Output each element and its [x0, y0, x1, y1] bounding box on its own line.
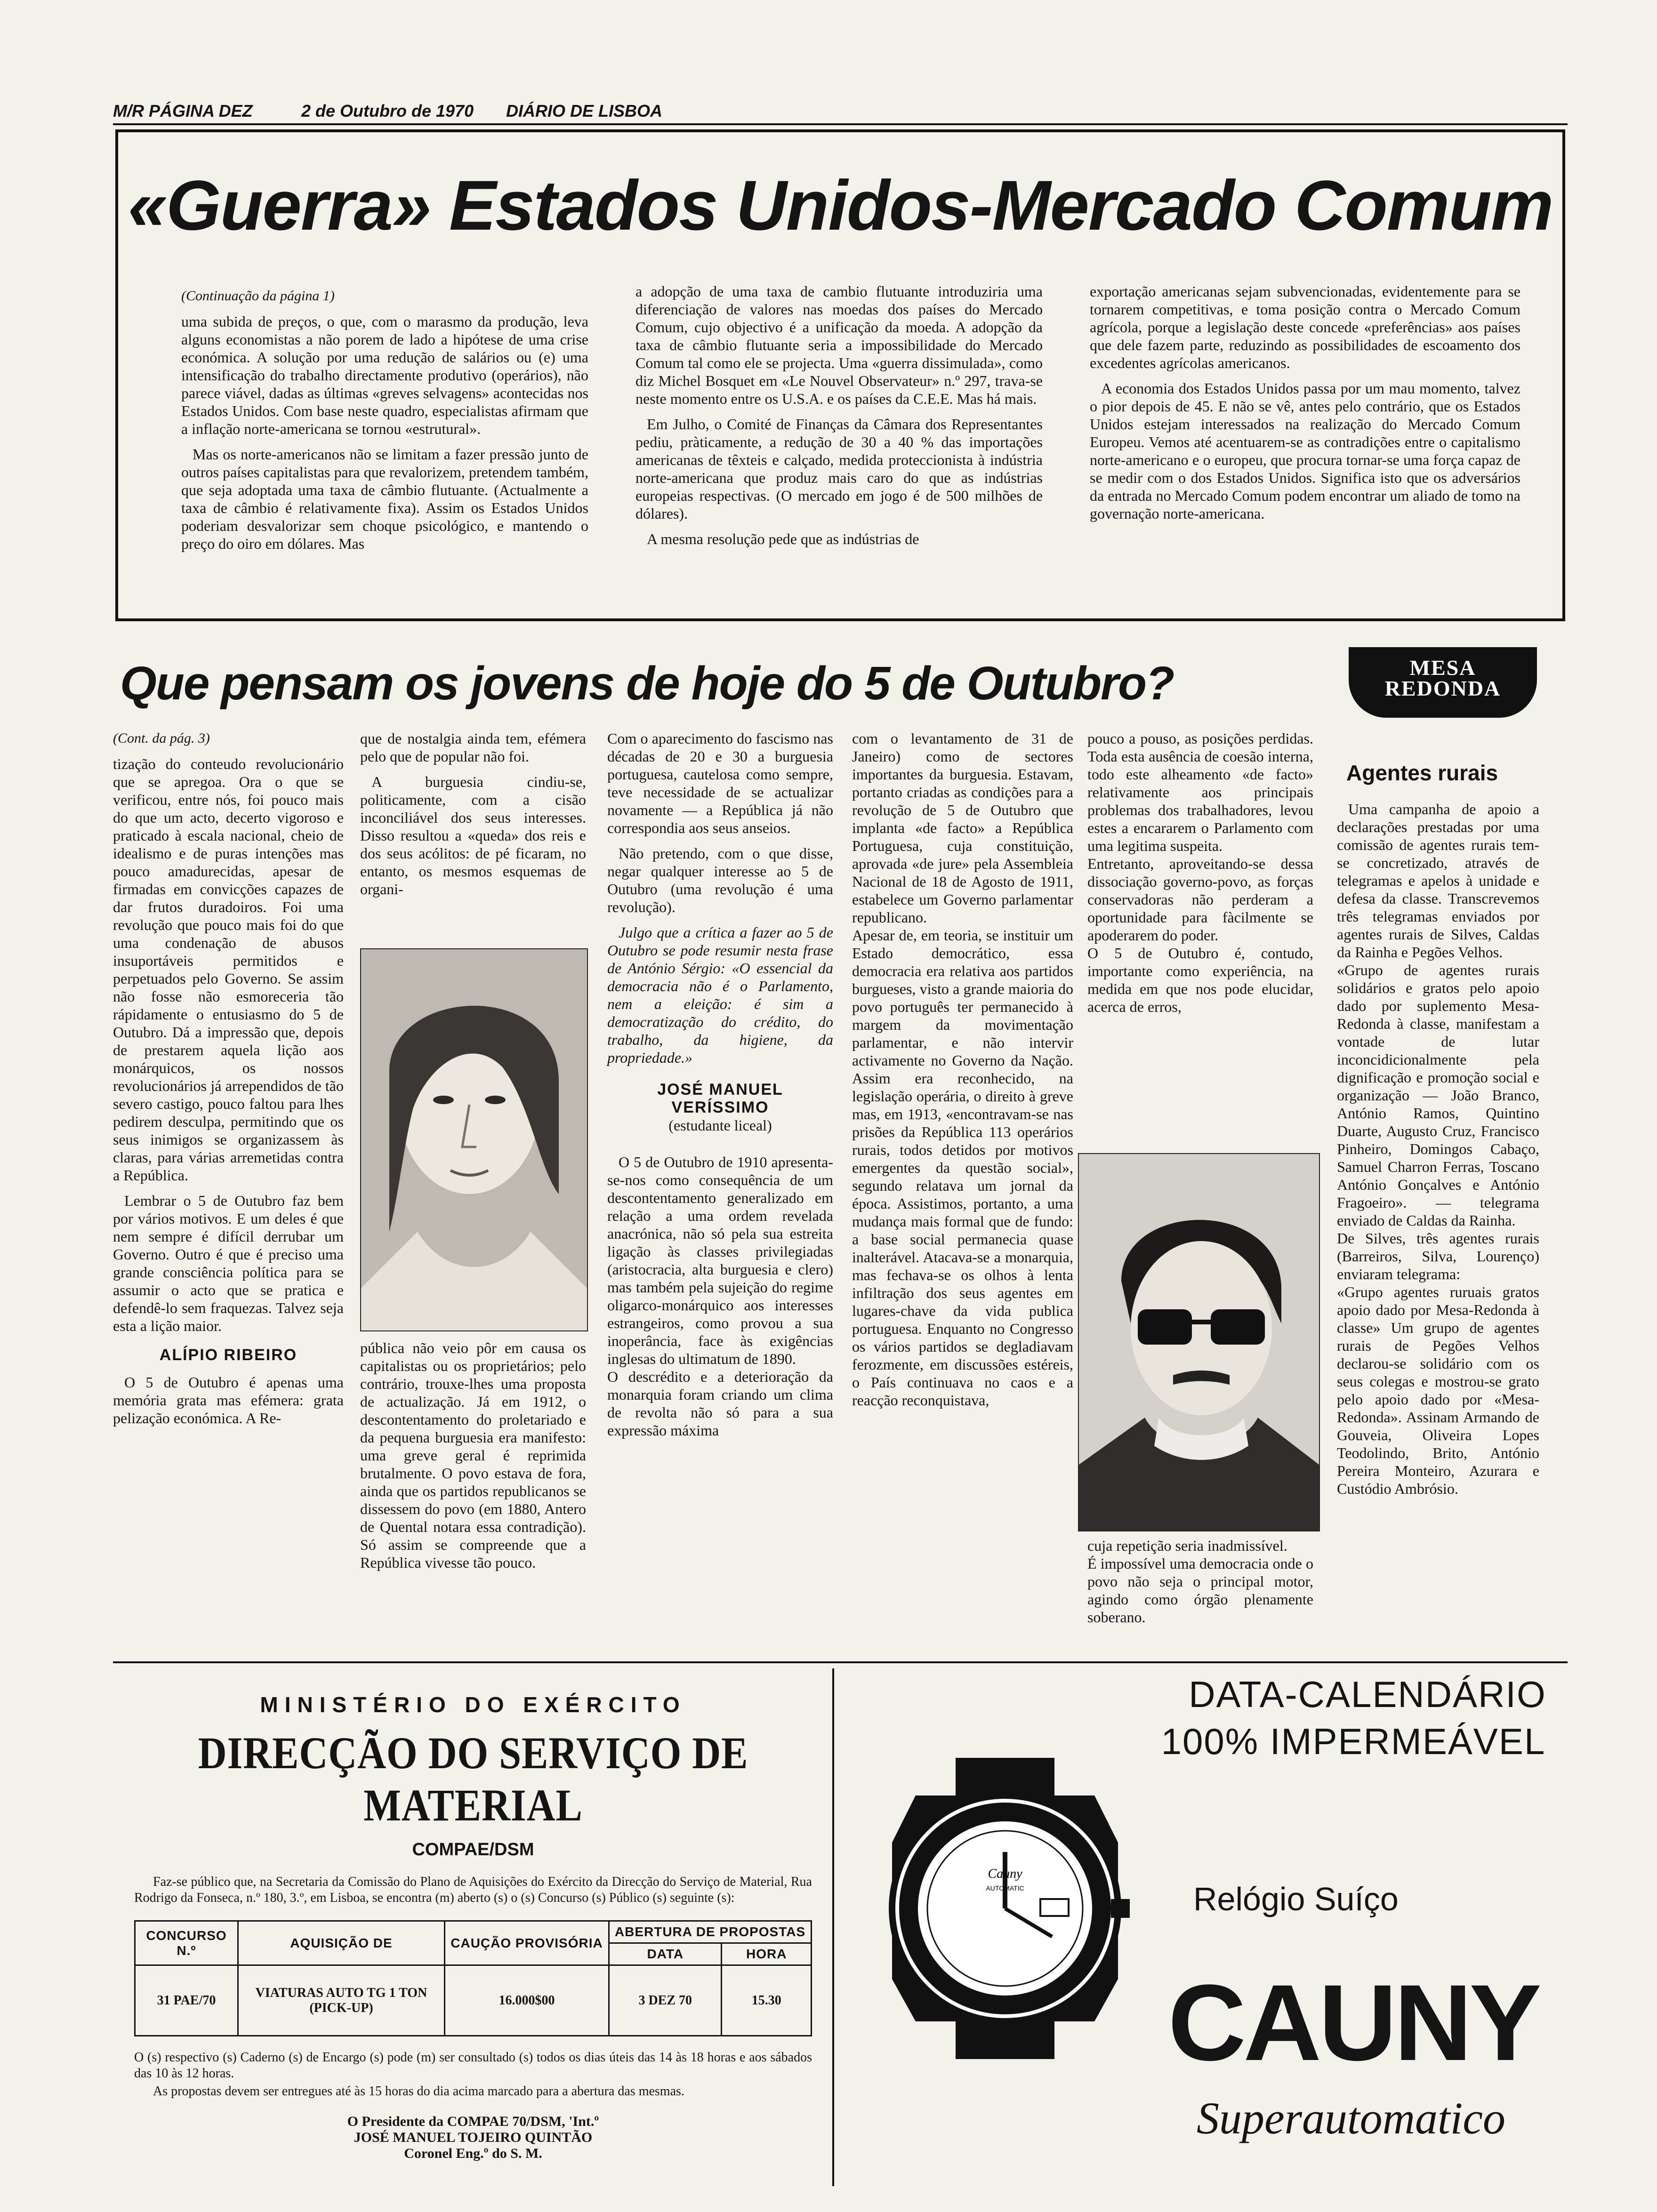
page-section-label: M/R PÁGINA DEZ	[113, 101, 253, 120]
paragraph: exportação americanas sejam subvencionadas, evidentemente para se tornarem competitivas, e toma posição contra o Mercado Comum agrícola, porque a legislação deste concede «preferências» aos países que dele fazem parte, reduzindo as possibilidades de escoamento dos excedentes agrícolas americanos.	[1090, 283, 1520, 371]
paragraph: Mas os norte-americanos não se limitam a fazer pressão junto de outros países capitalistas para que revalorizem, pretendem também, que seja adoptada uma taxa de câmbio flutuante. (Actualmente a taxa de câmbio é relativamente fixa). Assim os Estados Unidos poderiam desvalorizar sem choque psicológico, e mantendo o preço do oiro em dólares. Mas	[181, 446, 588, 552]
second-article-column-3	[607, 729, 833, 1447]
table-cell: 31 PAE/70	[135, 1965, 238, 2036]
table-header: AQUISIÇÃO DE	[238, 1921, 445, 1965]
table-cell: 3 DEZ 70	[609, 1965, 722, 2036]
ad-intro: Faz-se público que, na Secretaria da Comissão do Plano de Aquisições do Exército da Direcção do Serviço de Material, Rua Rodrigo da Fonseca, n.º 180, 3.º, em Lisboa, se encontra (m) aberto (s) o (s) Concurso (s) Público (s) seguinte (s):	[134, 1875, 812, 1905]
ad-headline: DATA-CALENDÁRIO	[1189, 1674, 1546, 1715]
ad-ministry: MINISTÉRIO DO EXÉRCITO	[260, 1692, 686, 1717]
portrait-photo	[1078, 1153, 1320, 1531]
second-article-column-2	[360, 729, 586, 906]
ad-signature: O Presidente da COMPAE 70/DSM, 'Int.º	[347, 2114, 599, 2129]
paragraph: a adopção de uma taxa de cambio flutuante introduziria uma diferenciação de valores nas moedas dos países do Mercado Comum, cujo objectivo é a unificação da moeda. A adopção da taxa de câmbio flutuante seria a impossibilidade do Mercado Comum tal como ele se projecta. Uma «guerra dissimulada», como diz Michel Bosquet em «Le Nouvel Observateur» n.º 297, trava-se neste momento entre os U.S.A. e os países da C.E.E. Mas há mais.	[635, 283, 1043, 407]
table-header: DATA	[609, 1943, 722, 1965]
watch-sub: AUTOMATIC	[986, 1884, 1024, 1892]
second-article-column-6	[1337, 800, 1539, 1505]
header-rule	[113, 123, 1568, 125]
byline: JOSÉ MANUEL	[657, 1081, 783, 1098]
table-header: CAUÇÃO PROVISÓRIA	[445, 1921, 609, 1965]
table-header: ABERTURA DE PROPOSTAS	[609, 1921, 812, 1943]
portrait-image	[1079, 1154, 1319, 1531]
brand-logo: CAUNY	[1168, 1962, 1539, 2083]
continuation-note: (Continuação da página 1)	[181, 288, 335, 304]
second-article-column-1	[113, 730, 344, 1435]
mesa-redonda-badge	[1349, 647, 1537, 718]
watch-illustration	[854, 1758, 1156, 2059]
ads-vertical-rule	[832, 1668, 834, 2186]
second-article-column-4	[852, 729, 1073, 1417]
paragraph: A mesma resolução pede que as indústrias de	[647, 530, 919, 547]
badge-line: REDONDA	[1384, 676, 1501, 700]
paragraph: pouco a pouso, as posições perdidas. Toda esta ausência de coesão interna, todo este alheamento «de facto» relativamente aos principais problemas dos trabalhadores, levou estes a encararem o Parlamento com uma legitima suspeita. Entretanto, aproveitando-se dessa dissociação governo-povo, as forças conservadoras não perderam a oportunidade para fàcilmente se apoderarem do poder. O 5 de Outubro é, contudo, importante como experiência, na medida em que nos pode elucidar, acerca de erros,	[1087, 730, 1313, 1015]
sidebar-title: Agentes rurais	[1346, 761, 1498, 785]
paragraph: A economia dos Estados Unidos passa por um mau momento, talvez o pior depois de 45. E não se vê, antes pelo contrário, que os Estados Unidos estejam interessados na realização do Mercado Comum Europeu. Vemos até acentuarem-se as contradições entre o capitalismo norte-americano e o europeu, que procura tornar-se uma força capaz de se medir com o dos Estados Unidos. Significa isto que os adversários da entrada no Mercado Comum podem encontrar um aliado de tomo na governação norte-americana.	[1090, 380, 1520, 522]
top-article-column-2	[635, 282, 1043, 555]
table-header: CONCURSO N.º	[135, 1921, 238, 1965]
cauny-watch-advert	[840, 1668, 1565, 2186]
paragraph: cuja repetição seria inadmissível. É impossível uma democracia onde o povo não seja o principal motor, agindo como órgão plenamente soberano.	[1087, 1537, 1313, 1626]
top-article-column-1	[181, 287, 588, 560]
newspaper-title: DIÁRIO DE LISBOA	[506, 101, 663, 120]
table-cell: VIATURAS AUTO TG 1 TON (PICK-UP)	[238, 1965, 445, 2036]
second-article-headline: Que pensam os jovens de hoje do 5 de Outubro?	[120, 657, 1174, 710]
paragraph: uma subida de preços, o que, com o marasmo da produção, leva alguns economistas a não porem de lado a hipótese de uma crise económica. A solução por uma redução de salários ou (e) uma intensificação do trabalho directamente produtivo (operários), não parece viável, dadas as últimas «greves selvagens» acontecidas nos Estados Unidos. Com base neste quadro, especialistas afirmam que a inflação norte-americana se tornou «estrutural».	[181, 313, 588, 437]
paragraph: Julgo que a crítica a fazer ao 5 de Outubro se pode resumir nesta frase de António Sérgio: «O essencial da democracia não é o Parlamento, nem a eleição: é sim a democratização do crédito, do trabalho, da higiene, da propriedade.»	[607, 924, 833, 1066]
page-date: 2 de Outubro de 1970	[301, 101, 474, 120]
paragraph: A burguesia cindiu-se, politicamente, com a cisão inconciliável dos seus interesses. Disso resultou a «queda» dos reis e dos seus acólitos: de pé ficaram, no entanto, os mesmos esquemas de organi-	[360, 773, 586, 898]
table-header: HORA	[722, 1943, 812, 1965]
ad-subtitle: COMPAE/DSM	[412, 1840, 534, 1859]
paragraph: Em Julho, o Comité de Finanças da Câmara dos Representantes pediu, pràticamente, a redução de 30 a 40 % das importações americanas de têxteis e calçado, medida proteccionista à indústria norte-americana que produz mais caro do que as indústrias europeias respectivas. (O mercado em jogo é de 500 milhões de dólares).	[635, 416, 1043, 522]
paragraph: O 5 de Outubro de 1910 apresenta-se-nos como consequência de um descontentamento generalizado em relação a uma ordem revelada anacrónica, não só pela sua estreita ligação às classes privilegiadas (aristocracia, alta burguesia e clero) mas também pela sujeição do regime oligarco-monárquico aos interesses estrangeiros, como provou a sua inoperância, face às exigências inglesas do ultimatum de 1890. O descrédito e a deterioração da monarquia foram criando um clima de revolta não só para a sua expressão máxima	[607, 1154, 833, 1439]
byline-role: (estudante liceal)	[668, 1117, 772, 1134]
ads-separator-rule	[113, 1661, 1568, 1663]
ad-signature: JOSÉ MANUEL TOJEIRO QUINTÃO	[354, 2130, 593, 2145]
byline: ALÍPIO RIBEIRO	[159, 1346, 298, 1364]
second-article-column-5b	[1087, 1537, 1313, 1634]
top-article-headline: «Guerra» Estados Unidos-Mercado Comum	[128, 166, 1553, 245]
paragraph: Com o aparecimento do fascismo nas décadas de 20 e 30 a burguesia portuguesa, cautelosa como sempre, teve necessidade de se actualizar novamente — a República já não correspondia aos seus anseios.	[607, 730, 833, 836]
ad-product: Relógio Suíço	[1193, 1881, 1399, 1917]
paragraph: pública não veio pôr em causa os capitalistas ou os proprietários; pelo contrário, trouxe-lhes uma proposta de actualização. Já em 1912, o descontentamento do proletariado e da pequena burguesia era manifesto: uma greve geral é reprimida brutalmente. O povo estava de fora, ainda que os partidos republicanos se dissessem do povo (em 1880, Antero de Quental notara essa contradição). Só assim se compreende que a República vivesse tão pouco.	[360, 1339, 586, 1571]
ad-signature: Coronel Eng.º do S. M.	[404, 2146, 542, 2161]
table-cell: 16.000$00	[445, 1965, 609, 2036]
second-article-column-2b	[360, 1339, 586, 1579]
badge-line: MESA	[1409, 656, 1476, 680]
watch-brand: Cauny	[988, 1867, 1022, 1881]
byline: VERÍSSIMO	[671, 1098, 769, 1116]
paragraph: Uma campanha de apoio a declarações prestadas por uma comissão de agentes rurais tem-se concretizado, através de telegramas e apelos à unidade e defesa da classe. Transcrevemos três telegramas enviados por agentes rurais de Silves, Caldas da Rainha e Pegões Velhos. «Grupo de agentes rurais solidários e gratos pelo apoio dado por suplemento Mesa-Redonda à classe, manifestam a vontade de lutar inconcidicionalmente pela dignificação e promoção social e organização — João Branco, António Ramos, Quintino Duarte, Augusto Cruz, Francisco Pinheiro, Domingos Cabaço, Samuel Charron Ferras, Toscano António Gonçalves e António Fragoeiro». — telegrama enviado de Caldas da Rainha. De Silves, três agentes rurais (Barreiros, Silva, Lourenço) enviaram telegrama: «Grupo agentes ruruais gratos apoio dado por Mesa-Redonda à classe» Um grupo de agentes rurais de Pegões Velhos declarou-se solidário com os seus colegas e mostrou-se grato pelo apoio dado por «Mesa-Redonda». Assinam Armando de Gouveia, Oliveira Lopes Teodolindo, Brito, António Pereira Monteiro, Azurara e Custódio Ambrósio.	[1337, 801, 1539, 1497]
ad-footer: As propostas devem ser entregues até às 15 horas do dia acima marcado para a abertura das mesmas.	[153, 2084, 684, 2099]
paragraph: Lembrar o 5 de Outubro faz bem por vários motivos. E um deles é que nem sempre é difícil derrubar um Governo. Outro é que é preciso uma grande consciência política para se assumir o acto que se pratica e defendê-lo sem fraquezas. Talvez seja esta a lição maior.	[113, 1192, 344, 1334]
ad-headline: 100% IMPERMEÁVEL	[1161, 1721, 1546, 1762]
paragraph: tização do conteudo revolucionário que se apregoa. Ora o que se verificou, entre nós, foi pouco mais do que um acto, decerto vigoroso e praticado à escala nacional, cheio de idealismo e de puras intenções mas pouco amadurecidas, apesar de firmadas em convicções capazes de dar frutos duradoiros. Foi uma revolução que pouco mais foi do que uma condenação de abusos insuportáveis permitidos e perpetuados pelo Governo. Se assim não fosse não esmoreceria tão rápidamente o entusiasmo do 5 de Outubro. Dá a impressão que, depois de prestarem aquela lição aos monárquicos, os nossos revolucionários já arrependidos de tão severo castigo, pouco faltou para lhes pedirem desculpa, permitindo que os seus inimigos se organizassem às claras, para várias arremetidas contra a República.	[113, 755, 344, 1184]
ad-footer: O (s) respectivo (s) Caderno (s) de Encargo (s) pode (m) ser consultado (s) todos os dias úteis das 14 às 18 horas e aos sábados das 10 às 12 horas.	[134, 2050, 812, 2081]
ad-title: DIRECÇÃO DO SERVIÇO DE MATERIAL	[198, 1728, 748, 1830]
portrait-image	[361, 949, 587, 1330]
second-article-column-5	[1087, 729, 1313, 1023]
top-article-column-3	[1090, 282, 1520, 530]
paragraph: O 5 de Outubro é apenas uma memória grata mas efémera: grata pelização económica. A Re-	[113, 1374, 344, 1427]
concurso-table	[134, 1920, 812, 2036]
ad-tagline: Superautomatico	[1197, 2093, 1505, 2143]
ministry-advert	[115, 1668, 831, 2186]
portrait-photo	[360, 948, 588, 1331]
spacer	[113, 720, 1568, 721]
paragraph: com o levantamento de 31 de Janeiro) como de sectores importantes da burguesia. Estavam, portanto criadas as condições para a revolução de 5 de Outubro que implanta «de facto» a República Portuguesa, cuja constituição, aprovada «de jure» pela Assembleia Nacional de 18 de Agosto de 1911, estabelece um Governo parlamentar republicano. Apesar de, em teoria, se instituir um Estado democrático, essa democracia era relativa aos partidos burgueses, visto a grande maioria do povo português ter permanecido à margem da movimentação parlamentar, e não intervir activamente no Governo da Nação. Assim era reconhecido, na legislação operária, o direito à greve mas, em 1913, «encontravam-se nas prisões da República 113 operários rurais, todos detidos por motivos emergentes da questão social», segundo relatava um jornal da época. Assistimos, portanto, a uma mudança mais formal que de fundo: a base social permanecia quase inalterável. Atacava-se a monarquia, mas fechava-se os olhos à lenta infiltração dos seus agentes em lugares-chave da vida publica portuguesa. Enquanto no Congresso os vários partidos se degladiavam ferozmente, em discussões estéreis, o País continuava no caos e a reacção reconquistava,	[852, 730, 1073, 1409]
continuation-note: (Cont. da pág. 3)	[113, 730, 210, 746]
table-cell: 15.30	[722, 1965, 812, 2036]
paragraph: Não pretendo, com o que disse, negar qualquer interesse ao 5 de Outubro (uma revolução é uma revolução).	[607, 845, 833, 915]
paragraph: que de nostalgia ainda tem, efémera pelo que de popular não foi.	[360, 730, 586, 765]
